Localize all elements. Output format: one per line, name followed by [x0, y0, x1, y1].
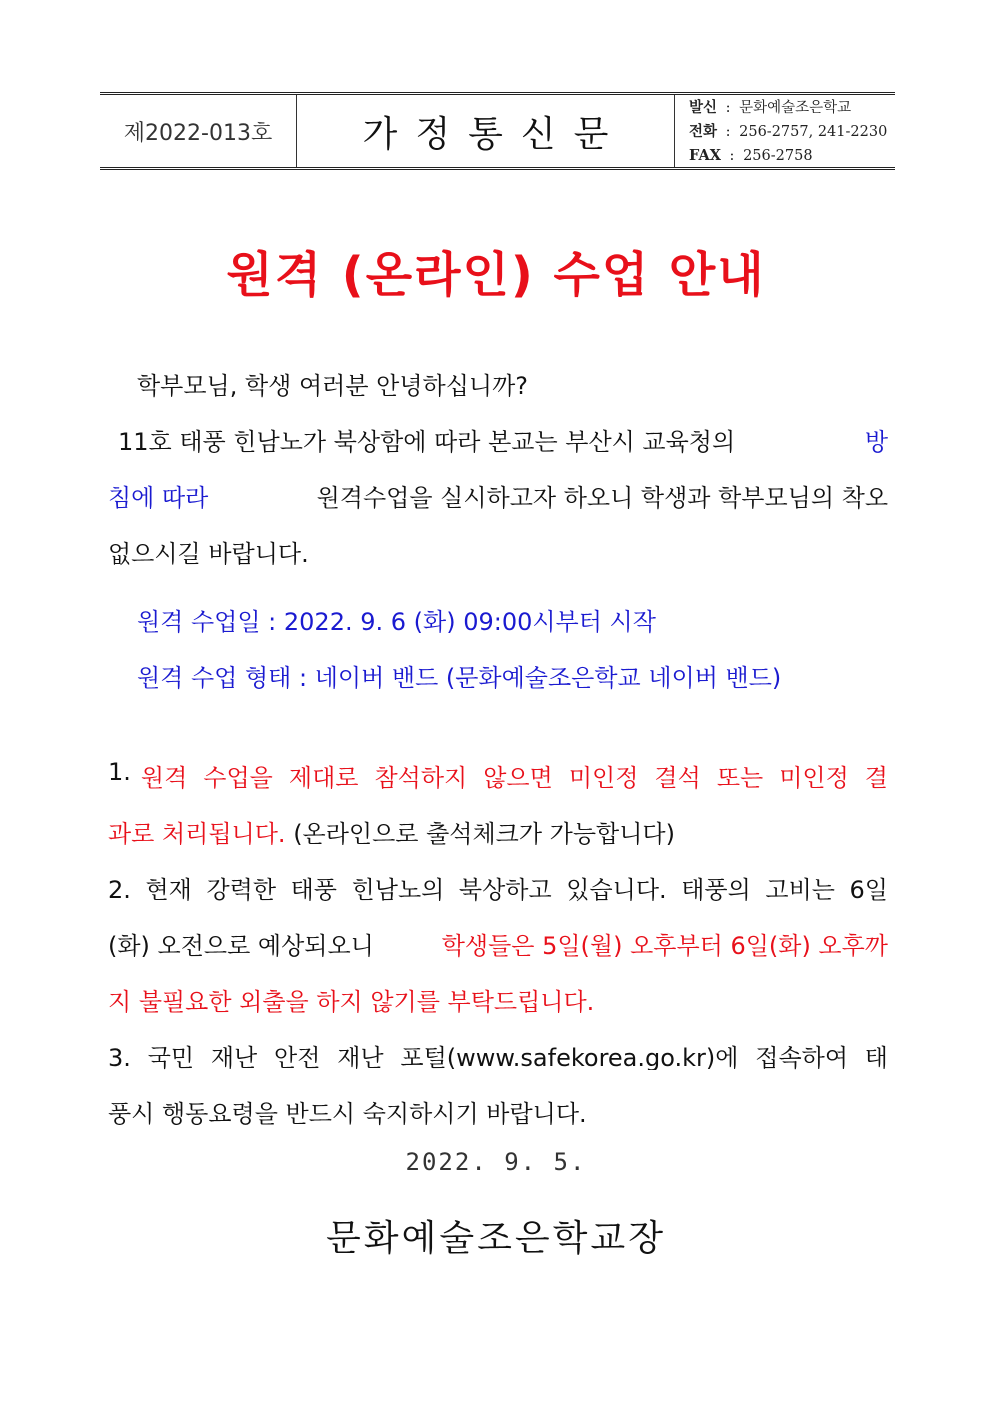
item-2-line-1: 2. 현재 강력한 태풍 힌남노의 북상하고 있습니다. 태풍의 고비는 6일 [108, 876, 888, 904]
separator: : [721, 124, 736, 140]
sender-row [689, 96, 895, 120]
sender-info [675, 95, 895, 167]
intro-text-1a: 11호 태풍 힌남노가 북상함에 따라 본교는 부산시 교육청의 [118, 428, 736, 456]
item-1-text-2-red: 과로 처리됩니다. [108, 820, 286, 848]
document-type-title: 가정통신문 [297, 95, 675, 167]
sender-value: 문화예술조은학교 [739, 100, 852, 116]
intro-text-2b: 원격수업을 실시하고자 하오니 학생과 학부모님의 착오 [316, 484, 888, 512]
header-table [100, 92, 895, 170]
fax-row [689, 144, 895, 168]
item-2-line-3: 지 불필요한 외출을 하지 않기를 부탁드립니다. [108, 988, 595, 1016]
sender-label: 발신 [689, 99, 718, 116]
item-3-line-1: 3. 국민 재난 안전 재난 포털(www.safekorea.go.kr)에 접속하여 태 [108, 1044, 888, 1070]
item-3-line-2: 풍시 행동요령을 반드시 숙지하시기 바랍니다. [108, 1100, 587, 1128]
item-2-text-2: (화) 오전으로 예상되오니 [108, 932, 374, 960]
item-2-line-2 [108, 926, 888, 961]
document-number: 제2022-013호 [100, 95, 297, 167]
notice-title: 원격 (온라인) 수업 안내 [226, 247, 766, 303]
item-1-line-2 [108, 814, 888, 849]
item-1-number: 1. [108, 758, 131, 786]
phone-row [689, 120, 895, 144]
principal-signature: 문화예술조은학교장 [326, 1218, 666, 1259]
item-2-text-2-red: 학생들은 5일(월) 오후부터 6일(화) 오후까 [441, 932, 888, 960]
class-form-line: 원격 수업 형태 : 네이버 밴드 (문화예술조은학교 네이버 밴드) [137, 664, 782, 692]
intro-line-3: 없으시길 바랍니다. [108, 540, 309, 568]
phone-value: 256-2757, 241-2230 [739, 124, 888, 140]
phone-label: 전화 [689, 123, 718, 140]
intro-line-1 [118, 422, 888, 457]
intro-text-2a: 침에 따라 [108, 484, 209, 512]
separator: : [724, 148, 740, 164]
item-1-text-1: 원격 수업을 제대로 참석하지 않으면 미인정 결석 또는 미인정 결 [140, 764, 888, 792]
class-date-line: 원격 수업일 : 2022. 9. 6 (화) 09:00시부터 시작 [137, 608, 656, 636]
issue-date: 2022. 9. 5. [405, 1148, 587, 1176]
separator: : [721, 100, 736, 116]
item-1-line-1 [108, 758, 888, 793]
intro-line-2 [108, 478, 888, 513]
greeting: 학부모님, 학생 여러분 안녕하십니까? [137, 372, 529, 400]
item-1-text-2: (온라인으로 출석체크가 가능합니다) [293, 820, 675, 848]
intro-text-1b: 방 [864, 428, 888, 456]
fax-label: FAX [689, 147, 721, 164]
fax-value: 256-2758 [743, 148, 813, 164]
